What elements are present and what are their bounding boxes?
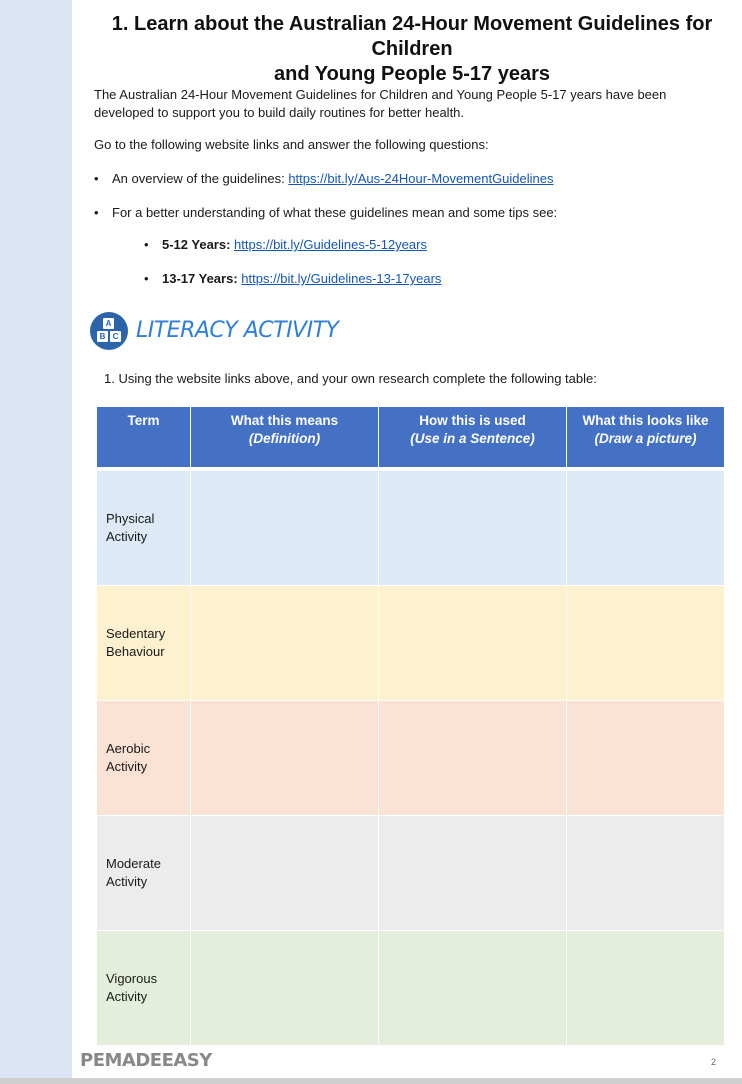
table-row	[97, 471, 725, 586]
header-picture: What this looks like (Draw a picture)	[567, 407, 725, 468]
definition-cell[interactable]	[191, 816, 379, 931]
header-sentence: How this is used (Use in a Sentence)	[379, 407, 567, 468]
pemadeeasy-logo: PEMADEEASY	[80, 1050, 212, 1071]
picture-cell[interactable]	[567, 931, 725, 1046]
definition-cell[interactable]	[191, 701, 379, 816]
header-term: Term	[97, 407, 191, 468]
picture-cell[interactable]	[567, 471, 725, 586]
table-row	[97, 586, 725, 701]
sentence-cell[interactable]	[379, 586, 567, 701]
literacy-activity-title: LITERACY ACTIVITY	[136, 318, 339, 343]
overview-link[interactable]: https://bit.ly/Aus-24Hour-MovementGuidelines	[288, 171, 554, 186]
terms-table	[96, 406, 725, 1046]
table-instruction: 1. Using the website links above, and your own research complete the following table:	[104, 371, 597, 386]
sentence-cell[interactable]	[379, 701, 567, 816]
table-header-row	[97, 407, 725, 468]
literacy-activity-heading	[90, 312, 390, 352]
term-cell: Vigorous Activity	[97, 931, 191, 1046]
picture-cell[interactable]	[567, 586, 725, 701]
term-cell: Physical Activity	[97, 471, 191, 586]
instructions-paragraph: Go to the following website links and answer the following questions:	[94, 137, 489, 152]
abc-blocks-icon: A B C	[90, 312, 128, 350]
table-row	[97, 701, 725, 816]
term-cell: Sedentary Behaviour	[97, 586, 191, 701]
table-row	[97, 931, 725, 1046]
term-cell: Aerobic Activity	[97, 701, 191, 816]
definition-cell[interactable]	[191, 586, 379, 701]
document-page: 1. Learn about the Australian 24-Hour Movement Guidelines for Children and Young People 5-17 years The Australian 24-Hour Movement Guidelines for Children and Young People 5-17 years have been developed to support you to build daily routines for better health. Go to the following website links and answer the following questions: • An overview of the guidelines: https://bit.ly/Aus-24Hour-MovementGuidelines • For a better understanding of what these guidelines mean and some tips see: • 5-12 Years: https://bit.ly/Guidelines-5-12years • 13-17 Years: https://bit.ly/Guidelines-13-17years A B C LITERACY ACTIVITY 1. Using the website links above, and your own research complete the following table: Term What this means (Definition) How this is used (Use in a Sentence) What this looks like (Draw a picture) Physical Activity Sedentary Behaviour Aerobic Activity Moderate Activity Vigorous Activity PEMADEEASY 2	[72, 0, 742, 1084]
bottom-bar	[0, 1078, 742, 1084]
table-row	[97, 816, 725, 931]
guidelines-13-17-link[interactable]: https://bit.ly/Guidelines-13-17years	[241, 271, 442, 286]
intro-paragraph: The Australian 24-Hour Movement Guidelines for Children and Young People 5-17 years have been developed to support you to build daily routines for better health.	[94, 87, 667, 120]
sentence-cell[interactable]	[379, 471, 567, 586]
definition-cell[interactable]	[191, 931, 379, 1046]
definition-cell[interactable]	[191, 471, 379, 586]
term-cell: Moderate Activity	[97, 816, 191, 931]
picture-cell[interactable]	[567, 816, 725, 931]
page-title: 1. Learn about the Australian 24-Hour Movement Guidelines for Children and Young People 5-17 years	[111, 13, 713, 85]
sentence-cell[interactable]	[379, 816, 567, 931]
guidelines-5-12-link[interactable]: https://bit.ly/Guidelines-5-12years	[234, 237, 427, 252]
header-definition: What this means (Definition)	[191, 407, 379, 468]
picture-cell[interactable]	[567, 701, 725, 816]
page-number: 2	[710, 1057, 716, 1067]
sentence-cell[interactable]	[379, 931, 567, 1046]
